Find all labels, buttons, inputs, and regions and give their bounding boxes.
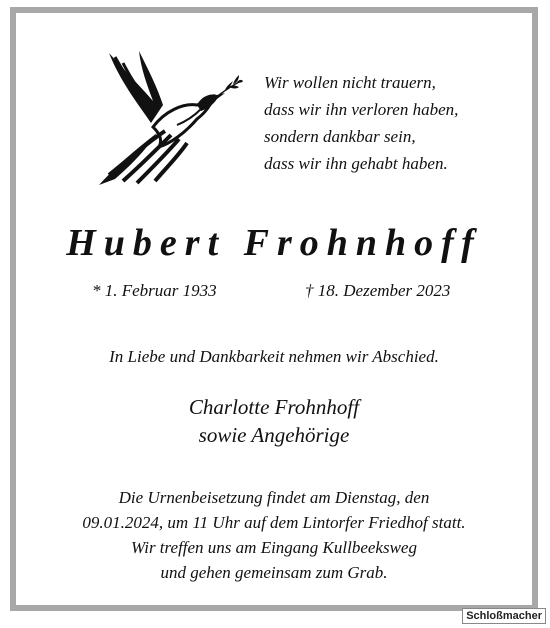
- obituary-frame: [10, 7, 538, 611]
- funeral-line: 09.01.2024, um 11 Uhr auf dem Lintorfer Friedhof statt.: [82, 513, 466, 532]
- mourner-name: Charlotte Frohnhoff: [188, 395, 360, 419]
- poem-line: dass wir ihn verloren haben,: [264, 100, 459, 119]
- farewell-text: In Liebe und Dankbarkeit nehmen wir Abschied.: [109, 347, 439, 366]
- dove-with-olive-branch-icon: [79, 35, 243, 185]
- publisher-label: Schloßmacher: [462, 608, 546, 624]
- funeral-line: und gehen gemeinsam zum Grab.: [160, 563, 388, 582]
- funeral-line: Die Urnenbeisetzung findet am Dienstag, den: [118, 488, 430, 507]
- poem-line: sondern dankbar sein,: [264, 127, 416, 146]
- poem-line: Wir wollen nicht trauern,: [264, 73, 436, 92]
- poem: [264, 69, 458, 177]
- death-date: † 18. Dezember 2023: [305, 281, 451, 300]
- mourner-relatives: sowie Angehörige: [198, 423, 350, 447]
- poem-line: dass wir ihn gehabt haben.: [264, 154, 448, 173]
- deceased-name: Hubert Frohnhoff: [66, 222, 482, 264]
- funeral-details: [16, 485, 532, 585]
- funeral-line: Wir treffen uns am Eingang Kullbeeksweg: [131, 538, 417, 557]
- birth-date: * 1. Februar 1933: [92, 281, 217, 300]
